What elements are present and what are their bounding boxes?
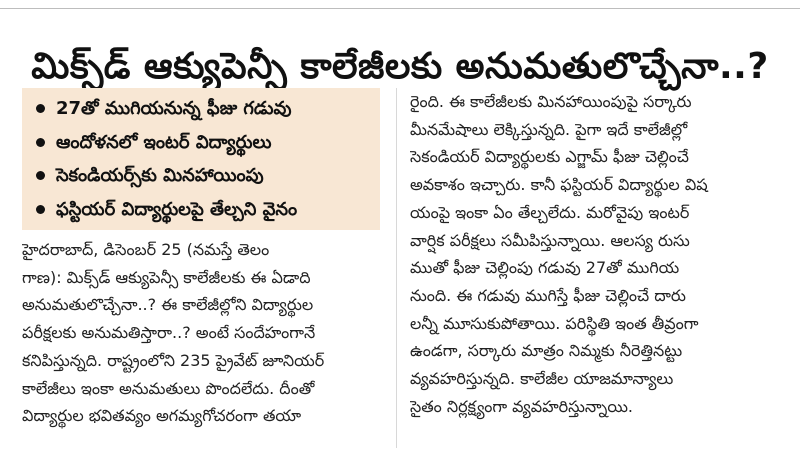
body-line: యంపై ఇంకా ఏం తేల్చలేదు. మరోవైపు ఇంటర్	[410, 202, 690, 222]
bullet-icon	[36, 171, 45, 180]
body-line: రైంది. ఈ కాలేజీలకు మినహాయింపుపై సర్కారు	[410, 92, 692, 111]
body-line: ఉండగా, సర్కారు మాత్రం నిమ్మకు నీరెత్తినట్టు	[410, 341, 683, 361]
body-line: సెకండియర్ విద్యార్థులకు ఎగ్జామ్ ఫీజు చెల్లించే	[410, 147, 689, 167]
headline: మిక్స్‌డ్ ఆక్యుపెన్సీ కాలేజీలకు అనుమతులొచ్చేనా..?	[31, 46, 769, 88]
bullet-icon	[36, 138, 45, 147]
highlights-box	[22, 88, 380, 230]
highlight-text: ఆందోళనలో ఇంటర్ విద్యార్థులు	[56, 131, 272, 153]
body-line: వ్యవహరిస్తున్నది. కాలేజీల యాజమాన్యాలు	[410, 369, 674, 389]
body-line: సైతం నిర్లక్ష్యంగా వ్యవహరిస్తున్నాయి.	[410, 396, 634, 416]
body-line: గాణ): మిక్స్‌డ్ ఆక్యుపెన్సీ కాలేజీలకు ఈ ఏడాది	[22, 267, 311, 287]
highlight-item	[36, 92, 370, 126]
body-line: విద్యార్థుల భవితవ్యం అగమ్యగోచరంగా తయా	[22, 406, 302, 426]
body-line: నుంది. ఈ గడువు ముగిస్తే ఫీజు చెల్లించే దారు	[410, 285, 686, 305]
body-line: అనుమతులొచ్చేనా..? ఈ కాలేజీల్లోని విద్యార్థుల	[22, 295, 314, 315]
highlight-text: సెకండియర్స్‌కు మినహాయింపు	[56, 165, 264, 186]
top-rule	[0, 0, 800, 9]
right-column	[410, 88, 782, 420]
highlight-item	[36, 159, 370, 193]
highlight-item	[36, 126, 370, 160]
body-line: పరీక్షలకు అనుమతిస్తారా..? అంటే సందేహంగానే	[22, 323, 316, 343]
body-line: హైదరాబాద్, డిసెంబర్ 25 (నమస్తే తెలం	[22, 240, 270, 259]
highlight-item	[36, 193, 370, 227]
body-line: మీనమేషాలు లెక్కిస్తున్నది. పైగా ఇదే కాలేజీల్లో	[410, 119, 688, 139]
body-line: ముతో ఫీజు చెల్లింపు గడువు 27తో ముగియ	[410, 258, 680, 278]
highlight-text: ఫస్టియర్ విద్యార్థులపై తేల్చని వైనం	[56, 198, 298, 220]
body-line: అవకాశం ఇచ్చారు. కానీ ఫస్టియర్ విద్యార్థుల విష	[410, 175, 708, 195]
body-line: కాలేజీలు ఇంకా అనుమతులు పొందలేదు. దీంతో	[22, 378, 315, 398]
body-line: లన్నీ మూసుకుపోతాయి. పరిస్థితి ఇంత తీవ్రంగా	[410, 313, 699, 333]
highlights-list	[36, 92, 370, 226]
body-line: వార్షిక పరీక్షలు సమీపిస్తున్నాయి. ఆలస్య రుసు	[410, 230, 690, 250]
bullet-icon	[36, 104, 45, 113]
body-line: కనిపిస్తున్నది. రాష్ట్రంలోని 235 ప్రైవేట్ జూనియర్	[22, 350, 325, 370]
column-divider	[396, 88, 397, 448]
bullet-icon	[36, 205, 45, 214]
highlight-text: 27తో ముగియనున్న ఫీజు గడువు	[56, 98, 292, 119]
left-column	[22, 236, 384, 430]
